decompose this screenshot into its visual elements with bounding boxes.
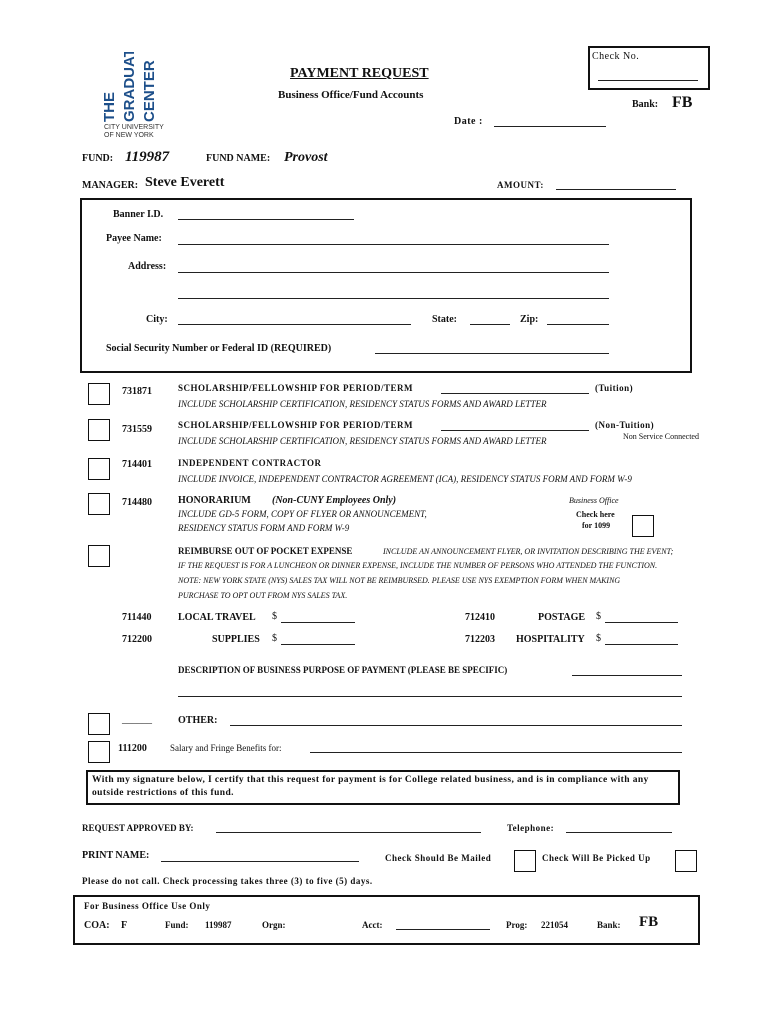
item-code-714401: 714401 [122, 459, 152, 470]
certify-text: With my signature below, I certify that this request for payment is for College related business, and is in compliance with any outside restrictions of this fund. [92, 775, 649, 798]
check-here-label: Check here [576, 510, 615, 519]
logo-line1: THE [101, 92, 118, 122]
other-label: OTHER: [178, 715, 218, 726]
period-field-731871[interactable] [441, 393, 589, 394]
checkbox-salary[interactable] [88, 741, 110, 763]
item-title-714401: INDEPENDENT CONTRACTOR [178, 458, 322, 468]
fund-value: 119987 [125, 149, 170, 165]
checkbox-731559[interactable] [88, 419, 110, 441]
item-note1-714480: INCLUDE GD-5 FORM, COPY OF FLYER OR ANNOUNCEMENT, [178, 509, 427, 519]
hospitality-label: HOSPITALITY [516, 634, 585, 645]
travel-code: 711440 [122, 612, 152, 623]
payee-name-label: Payee Name: [106, 233, 162, 244]
checkbox-714480[interactable] [88, 493, 110, 515]
item-title-731871: SCHOLARSHIP/FELLOWSHIP FOR PERIOD/TERM [178, 383, 414, 393]
city-field[interactable] [178, 324, 411, 325]
item-code-714480: 714480 [122, 497, 152, 508]
print-name-field[interactable] [161, 861, 359, 862]
state-field[interactable] [470, 324, 510, 325]
city-label: City: [146, 314, 168, 325]
hospitality-dollar: $ [596, 633, 601, 644]
prog-label: Prog: [506, 920, 528, 930]
logo-sub2: OF NEW YORK [104, 132, 154, 139]
coa-label: COA: [84, 920, 110, 931]
approved-by-label: REQUEST APPROVED BY: [82, 823, 194, 833]
postage-amount-field[interactable] [605, 622, 678, 623]
supplies-dollar: $ [272, 633, 277, 644]
item-note-714401: INCLUDE INVOICE, INDEPENDENT CONTRACTOR AGREEMENT (ICA), RESIDENCY STATUS FORM AND FORM W-9 [178, 474, 632, 484]
acct-label: Acct: [362, 920, 383, 930]
logo [100, 52, 170, 142]
item-qual-714480: (Non-CUNY Employees Only) [272, 495, 397, 506]
reimburse-note4: PURCHASE TO OPT OUT FROM NYS SALES TAX. [178, 591, 348, 600]
certify-box [86, 770, 680, 805]
banner-id-field[interactable] [178, 219, 354, 220]
print-name-label: PRINT NAME: [82, 850, 150, 861]
item-extra-731559: Non Service Connected [623, 432, 699, 441]
logo-line3: CENTER [141, 60, 158, 122]
travel-amount-field[interactable] [281, 622, 355, 623]
check-number-box [588, 46, 710, 90]
telephone-field[interactable] [566, 832, 672, 833]
item-code-731559: 731559 [122, 424, 152, 435]
postage-label: POSTAGE [538, 612, 586, 623]
period-field-731559[interactable] [441, 430, 589, 431]
description-field-1[interactable] [572, 675, 682, 676]
other-field[interactable] [230, 725, 682, 726]
office-fund-label: Fund: [165, 920, 189, 930]
check-number-field[interactable] [598, 80, 698, 81]
checkbox-714401[interactable] [88, 458, 110, 480]
supplies-label: SUPPLIES [212, 634, 260, 645]
manager-value: Steve Everett [145, 175, 225, 190]
telephone-label: Telephone: [507, 823, 555, 833]
office-bank-value: FB [639, 914, 659, 930]
logo-mark [100, 52, 166, 122]
ssn-field[interactable] [375, 353, 609, 354]
travel-label: LOCAL TRAVEL [178, 612, 256, 623]
address-field-2[interactable] [178, 298, 609, 299]
supplies-amount-field[interactable] [281, 644, 355, 645]
for-1099-label: for 1099 [582, 521, 611, 530]
zip-label: Zip: [520, 314, 539, 325]
office-use-title: For Business Office Use Only [84, 901, 211, 911]
amount-label: AMOUNT: [497, 180, 544, 190]
hospitality-amount-field[interactable] [605, 644, 678, 645]
item-note2-714480: RESIDENCY STATUS FORM AND FORM W-9 [178, 523, 350, 533]
pickup-label: Check Will Be Picked Up [542, 853, 651, 863]
address-field-1[interactable] [178, 272, 609, 273]
travel-dollar: $ [272, 611, 277, 622]
fund-name-label: FUND NAME: [206, 153, 271, 164]
salary-label: Salary and Fringe Benefits for: [170, 743, 282, 753]
office-fund-value: 119987 [205, 920, 232, 930]
office-bank-label: Bank: [597, 920, 621, 930]
zip-field[interactable] [547, 324, 609, 325]
checkbox-1099[interactable] [632, 515, 654, 537]
postage-code: 712410 [465, 612, 495, 623]
item-suffix-731871: (Tuition) [595, 383, 634, 393]
item-note-731559: INCLUDE SCHOLARSHIP CERTIFICATION, RESIDENCY STATUS FORMS AND AWARD LETTER [178, 436, 547, 446]
amount-field[interactable] [556, 189, 676, 190]
orgn-label: Orgn: [262, 920, 286, 930]
payee-name-field[interactable] [178, 244, 609, 245]
fund-label: FUND: [82, 153, 114, 164]
checkbox-mailed[interactable] [514, 850, 536, 872]
item-code-731871: 731871 [122, 386, 152, 397]
reimburse-note2: IF THE REQUEST IS FOR A LUNCHEON OR DINNER EXPENSE, INCLUDE THE NUMBER OF PERSONS WHO ATTENDED THE FUNCTION. [178, 561, 658, 570]
item-title-731559: SCHOLARSHIP/FELLOWSHIP FOR PERIOD/TERM [178, 420, 414, 430]
salary-field[interactable] [310, 752, 682, 753]
address-label: Address: [128, 261, 167, 272]
reimburse-note3: NOTE: NEW YORK STATE (NYS) SALES TAX WILL NOT BE REIMBURSED. PLEASE USE NYS EXEMPTION FORM WHEN MAKING [178, 576, 621, 585]
date-label: Date : [454, 116, 483, 127]
page-title: PAYMENT REQUEST [290, 66, 429, 81]
approved-by-field[interactable] [216, 832, 481, 833]
postage-dollar: $ [596, 611, 601, 622]
ssn-label: Social Security Number or Federal ID (REQUIRED) [106, 343, 332, 354]
bank-label: Bank: [632, 99, 659, 110]
page-subtitle: Business Office/Fund Accounts [278, 89, 424, 101]
item-suffix-731559: (Non-Tuition) [595, 420, 655, 430]
acct-field[interactable] [396, 929, 490, 930]
checkbox-reimburse[interactable] [88, 545, 110, 567]
fund-name-value: Provost [284, 150, 328, 165]
description-field-2[interactable] [178, 696, 682, 697]
bank-value: FB [672, 94, 693, 111]
date-field[interactable] [494, 126, 606, 127]
item-note-731871: INCLUDE SCHOLARSHIP CERTIFICATION, RESIDENCY STATUS FORMS AND AWARD LETTER [178, 399, 547, 409]
checkbox-731871[interactable] [88, 383, 110, 405]
prog-value: 221054 [541, 920, 568, 930]
reimburse-note1: INCLUDE AN ANNOUNCEMENT FLYER, OR INVITATION DESCRIBING THE EVENT; [383, 547, 674, 556]
state-label: State: [432, 314, 457, 325]
business-office-label: Business Office [569, 496, 619, 505]
hospitality-code: 712203 [465, 634, 495, 645]
logo-sub1: CITY UNIVERSITY [104, 124, 164, 131]
supplies-code: 712200 [122, 634, 152, 645]
checkbox-other[interactable] [88, 713, 110, 735]
check-label: Check No. [592, 51, 640, 62]
manager-label: MANAGER: [82, 180, 139, 191]
coa-value: F [121, 920, 128, 931]
item-title-714480: HONORARIUM [178, 495, 251, 506]
checkbox-pickup[interactable] [675, 850, 697, 872]
salary-code: 111200 [118, 743, 147, 754]
other-code-blank: ______ [122, 714, 152, 725]
banner-id-label: Banner I.D. [113, 209, 164, 220]
logo-line2: GRADUATE [121, 52, 138, 122]
processing-note: Please do not call. Check processing takes three (3) to five (5) days. [82, 876, 373, 886]
item-title-reimburse: REIMBURSE OUT OF POCKET EXPENSE [178, 546, 353, 556]
description-label: DESCRIPTION OF BUSINESS PURPOSE OF PAYMENT (PLEASE BE SPECIFIC) [178, 665, 508, 675]
mailed-label: Check Should Be Mailed [385, 853, 492, 863]
